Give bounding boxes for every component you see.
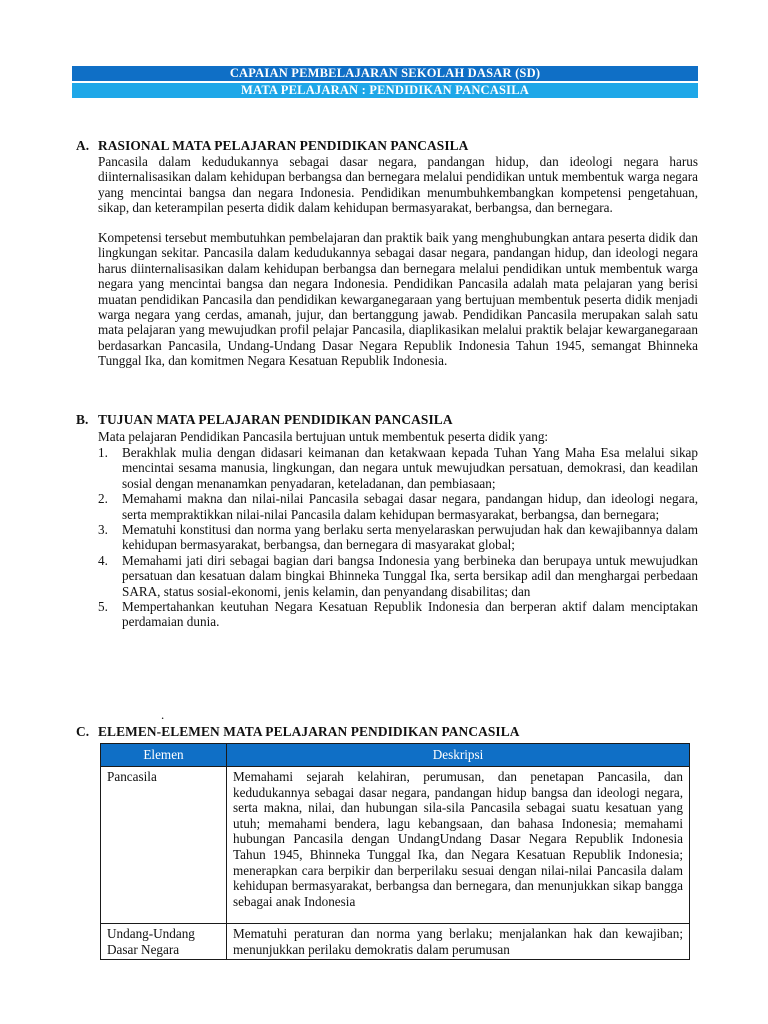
- list-item-text: Mematuhi konstitusi dan norma yang berlaku serta menyelaraskan perwujudan hak dan kewajibannya dalam kehidupan bermasyarakat, berbangsa, dan bernegara di masyarakat global;: [122, 522, 698, 553]
- section-b-title: TUJUAN MATA PELAJARAN PENDIDIKAN PANCASILA: [98, 412, 453, 427]
- header-title: CAPAIAN PEMBELAJARAN SEKOLAH DASAR (SD): [72, 66, 698, 81]
- list-item: [98, 522, 698, 553]
- table-cell-deskripsi: Mematuhi peraturan dan norma yang berlaku; menjalankan hak dan kewajiban; menunjukkan perilaku demokratis dalam perumusan: [227, 924, 690, 960]
- section-a-paragraph-1: Pancasila dalam kedudukannya sebagai dasar negara, pandangan hidup, dan ideologi negara harus diinternalisasikan dalam kehidupan berbangsa dan bernegara melalui pendidikan untuk membentuk warga negara yang mencintai bangsa dan negara Indonesia. Pendidikan menumbuhkembangkan kompetensi pengetahuan, sikap, dan keterampilan peserta didik dalam kehidupan bermasyarakat, berbangsa, dan bernegara.: [98, 154, 698, 216]
- list-item-text: Berakhlak mulia dengan didasari keimanan dan ketakwaan kepada Tuhan Yang Maha Esa melalui sikap mencintai sesama manusia, lingkungan, dan negara untuk mewujudkan persatuan, demokrasi, dan keadilan sosial dengan menanamkan penyadaran, keteladanan, dan pembiasaan;: [122, 445, 698, 491]
- section-c-title: ELEMEN-ELEMEN MATA PELAJARAN PENDIDIKAN PANCASILA: [98, 724, 520, 739]
- section-c-letter: C.: [76, 724, 90, 739]
- stray-dot: .: [161, 707, 165, 722]
- table-cell-elemen: Pancasila: [101, 767, 227, 924]
- table-cell-elemen: Undang-Undang Dasar Negara: [101, 924, 227, 960]
- list-item-number: 1.: [98, 445, 108, 460]
- column-header-deskripsi: Deskripsi: [227, 744, 690, 767]
- list-item-number: 4.: [98, 552, 108, 568]
- list-item-number: 2.: [98, 491, 108, 507]
- section-b-intro: Mata pelajaran Pendidikan Pancasila bertujuan untuk membentuk peserta didik yang:: [98, 429, 549, 444]
- list-item-text: Mempertahankan keutuhan Negara Kesatuan Republik Indonesia dan berperan aktif dalam menciptakan perdamaian dunia.: [122, 599, 698, 630]
- section-b-letter: B.: [76, 412, 89, 427]
- list-item: [98, 599, 698, 630]
- list-item: [98, 491, 698, 522]
- list-item: [98, 445, 698, 491]
- list-item: [98, 553, 698, 599]
- column-header-elemen: Elemen: [101, 744, 227, 767]
- list-item-number: 5.: [98, 599, 108, 615]
- section-a-title: RASIONAL MATA PELAJARAN PENDIDIKAN PANCASILA: [98, 138, 469, 153]
- section-a-letter: A.: [76, 138, 90, 153]
- section-c-heading: [76, 724, 520, 740]
- elemen-table: [100, 743, 690, 960]
- list-item-number: 3.: [98, 522, 108, 538]
- table-row: [101, 767, 690, 924]
- list-item-text: Memahami makna dan nilai-nilai Pancasila sebagai dasar negara, pandangan hidup, dan ideologi negara, serta mempraktikkan nilai-nilai Pancasila dalam kehidupan bermasyarakat, berbangsa, dan bernegara;: [122, 491, 698, 522]
- objectives-list: [98, 445, 698, 630]
- section-a-paragraph-2: Kompetensi tersebut membutuhkan pembelajaran dan praktik baik yang menghubungkan antara peserta didik dan lingkungan sekitar. Pancasila dalam kedudukannya sebagai dasar negara, pandangan hidup, dan ideologi negara harus diinternalisasikan dalam kehidupan berbangsa dan bernegara melalui pendidikan untuk membentuk warga negara yang mencintai bangsa dan negara Indonesia. Pendidikan Pancasila adalah mata pelajaran yang berisi muatan pendidikan Pancasila dan pendidikan kewarganegaraan yang bertujuan membentuk peserta didik menjadi warga negara yang cerdas, amanah, jujur, dan bertanggung jawab. Pendidikan Pancasila merupakan salah satu mata pelajaran yang mewujudkan profil pelajar Pancasila, diaplikasikan melalui praktik belajar kewarganegaraan berdasarkan Pancasila, Undang-Undang Dasar Negara Republik Indonesia Tahun 1945, semangat Bhinneka Tunggal Ika, dan komitmen Negara Kesatuan Republik Indonesia.: [98, 230, 698, 369]
- section-b-heading: [76, 412, 453, 428]
- table-header-row: [101, 744, 690, 767]
- list-item-text: Memahami jati diri sebagai bagian dari bangsa Indonesia yang berbineka dan berupaya untuk mewujudkan persatuan dan kesatuan dalam bingkai Bhinneka Tunggal Ika, serta bersikap adil dan menghargai perbedaan SARA, status sosial-ekonomi, jenis kelamin, dan penyandang disabilitas; dan: [122, 552, 698, 599]
- table-cell-deskripsi: Memahami sejarah kelahiran, perumusan, dan penetapan Pancasila, dan kedudukannya sebagai dasar negara, pandangan hidup bangsa dan ideologi negara, serta makna, nilai, dan hubungan sila-sila Pancasila sebagai suatu kesatuan yang utuh; memahami bendera, lagu kebangsaan, dan bahasa Indonesia; memahami hubungan Pancasila dengan UndangUndang Dasar Negara Republik Indonesia Tahun 1945, Bhinneka Tunggal Ika, dan Negara Kesatuan Republik Indonesia; menerapkan cara berpikir dan berperilaku sesuai dengan nilai-nilai Pancasila dalam kehidupan bermasyarakat, berbangsa dan bernegara, dan menunjukkan sikap bangga sebagai anak Indonesia: [227, 767, 690, 924]
- header-subtitle: MATA PELAJARAN : PENDIDIKAN PANCASILA: [72, 83, 698, 98]
- table-row: [101, 924, 690, 960]
- section-a-heading: [76, 138, 468, 154]
